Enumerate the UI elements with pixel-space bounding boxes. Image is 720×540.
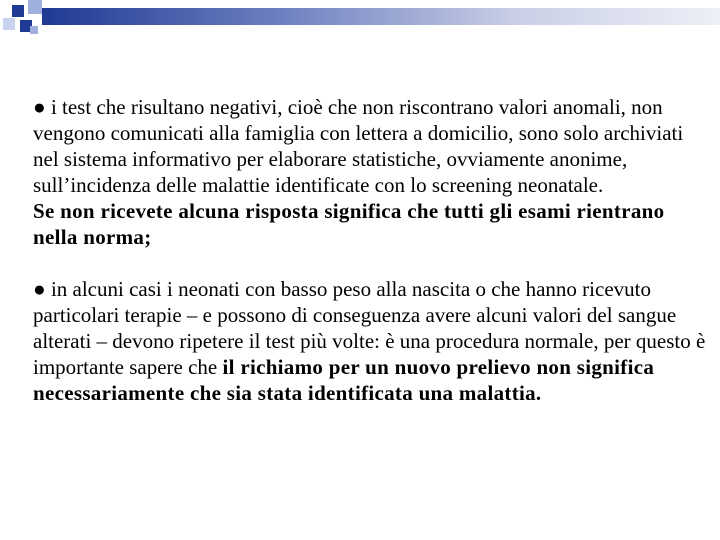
bullet-icon: ● bbox=[33, 277, 46, 301]
corner-square-dark bbox=[12, 5, 24, 17]
paragraph-text: i test che risultano negativi, cioè che non riscontrano valori anomali, non vengono comunicati alla famiglia con lettera a domicilio, sono solo archiviati nel sistema informativo per elaborare statistiche, ovviamente anonime, sull’incidenza delle malattie identificate con lo screening neonatale. bbox=[33, 95, 684, 197]
corner-square-light bbox=[28, 0, 42, 14]
paragraph-bold-text: Se non ricevete alcuna risposta significa che tutti gli esami rientrano nella norma; bbox=[33, 199, 665, 249]
corner-square-light-small bbox=[30, 26, 38, 34]
paragraph-negative-tests bbox=[33, 94, 713, 250]
header-gradient-bar bbox=[42, 8, 720, 25]
corner-square-light-lower bbox=[3, 18, 15, 30]
paragraph-bold-text: il richiamo per un nuovo prelievo non significa necessariamente che sia stata identificata una malattia. bbox=[33, 355, 655, 405]
bullet-icon: ● bbox=[33, 95, 46, 119]
paragraph-text: in alcuni casi i neonati con basso peso alla nascita o che hanno ricevuto particolari terapie – e possono di conseguenza avere alcuni valori del sangue alterati – devono ripetere il test più volte: è una procedura normale, per questo è importante sapere che bbox=[33, 277, 706, 379]
paragraph-repeat-tests bbox=[33, 276, 713, 406]
header-decoration bbox=[0, 0, 720, 60]
slide-body bbox=[33, 94, 713, 406]
spacer bbox=[33, 250, 713, 276]
